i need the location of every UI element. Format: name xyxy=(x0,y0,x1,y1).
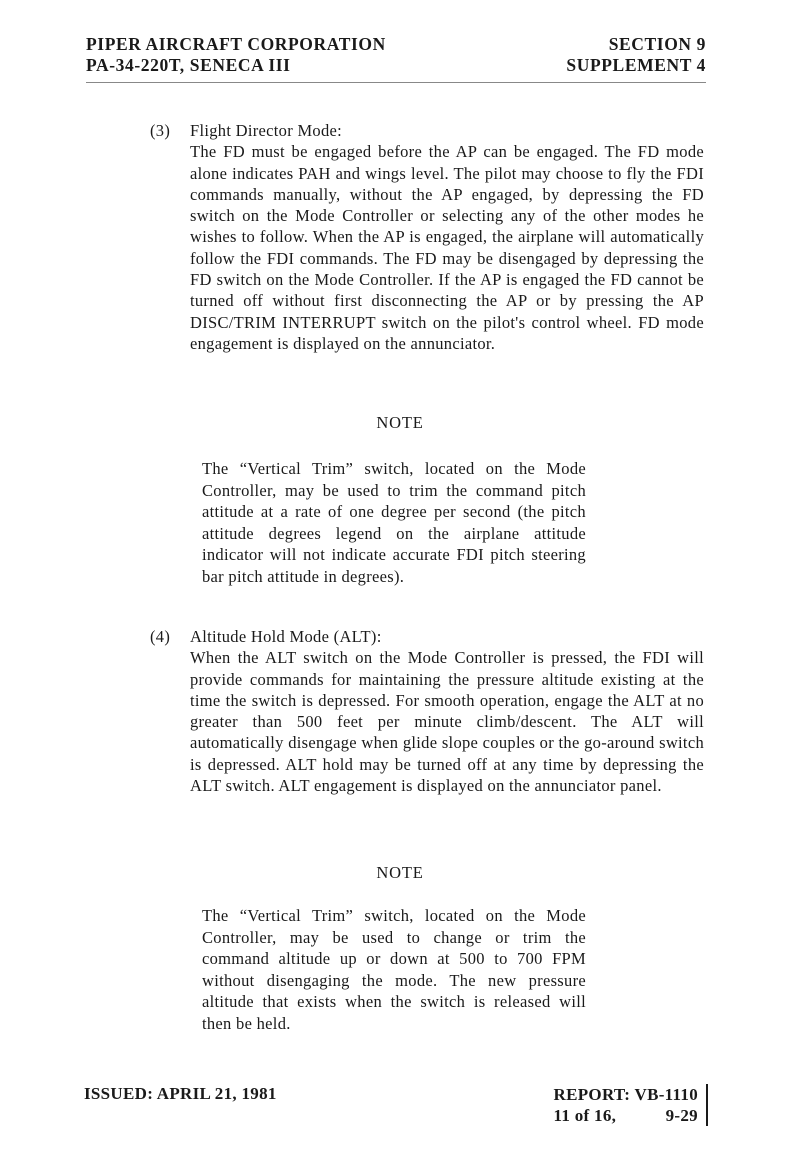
item-flight-director-mode xyxy=(150,120,704,354)
company-name: PIPER AIRCRAFT CORPORATION xyxy=(86,34,386,54)
note-body: The “Vertical Trim” switch, located on the Mode Controller, may be used to trim the command pitch attitude at a rate of one degree per second (the pitch attitude degrees legend on the airplane attitude indicator will not indicate accurate FDI pitch steering bar pitch attitude in degrees). xyxy=(202,459,586,586)
header-divider xyxy=(86,82,706,83)
report-number: REPORT: VB-1110 xyxy=(553,1085,698,1104)
item-body: When the ALT switch on the Mode Controller is pressed, the FDI will provide commands for maintaining the pressure altitude existing at the time the switch is depressed. For smooth operation, engage the ALT at no greater than 500 feet per minute climb/descent. The ALT will automatically disengage when glide slope couples or the go-around switch is depressed. ALT hold may be turned off at any time by depressing the ALT switch. ALT engagement is displayed on the annunciator panel. xyxy=(190,648,704,796)
footer-report-block xyxy=(554,1084,708,1126)
item-heading: Altitude Hold Mode (ALT): xyxy=(190,627,382,646)
aircraft-model: PA-34-220T, SENECA III xyxy=(86,55,291,75)
note-title: NOTE xyxy=(376,413,424,432)
note-body: The “Vertical Trim” switch, located on the Mode Controller, may be used to change or trim the command altitude up or down at 500 to 700 FPM without disengaging the mode. The new pressure altitude that exists when the switch is released will then be held. xyxy=(202,906,586,1033)
page-number: 9-29 xyxy=(665,1106,698,1125)
supplement-label: SUPPLEMENT 4 xyxy=(566,55,706,75)
issued-date: ISSUED: APRIL 21, 1981 xyxy=(84,1084,277,1103)
item-heading: Flight Director Mode: xyxy=(190,121,343,140)
page-info xyxy=(554,1105,698,1126)
note-title: NOTE xyxy=(376,863,424,882)
page-count: 11 of 16, xyxy=(553,1106,617,1125)
header-left xyxy=(86,34,386,76)
header-right xyxy=(566,34,706,76)
item-body: The FD must be engaged before the AP can be engaged. The FD mode alone indicates PAH and wings level. The pilot may choose to fly the FDI commands manually, without the AP engaged, by depressing the FD switch on the Mode Controller or selecting any of the other modes he wishes to follow. When the AP is engaged, the airplane will automatically follow the FDI commands. The FD may be disengaged by depressing the FD switch on the Mode Controller. If the AP is engaged the FD cannot be turned off without first disconnecting the AP or by pressing the AP DISC/TRIM INTERRUPT switch on the pilot's control wheel. FD mode engagement is displayed on the annunciator. xyxy=(190,142,704,353)
section-label: SECTION 9 xyxy=(608,34,706,54)
item-number: (3) xyxy=(150,121,171,140)
item-altitude-hold-mode xyxy=(150,626,704,796)
item-number: (4) xyxy=(150,627,171,646)
